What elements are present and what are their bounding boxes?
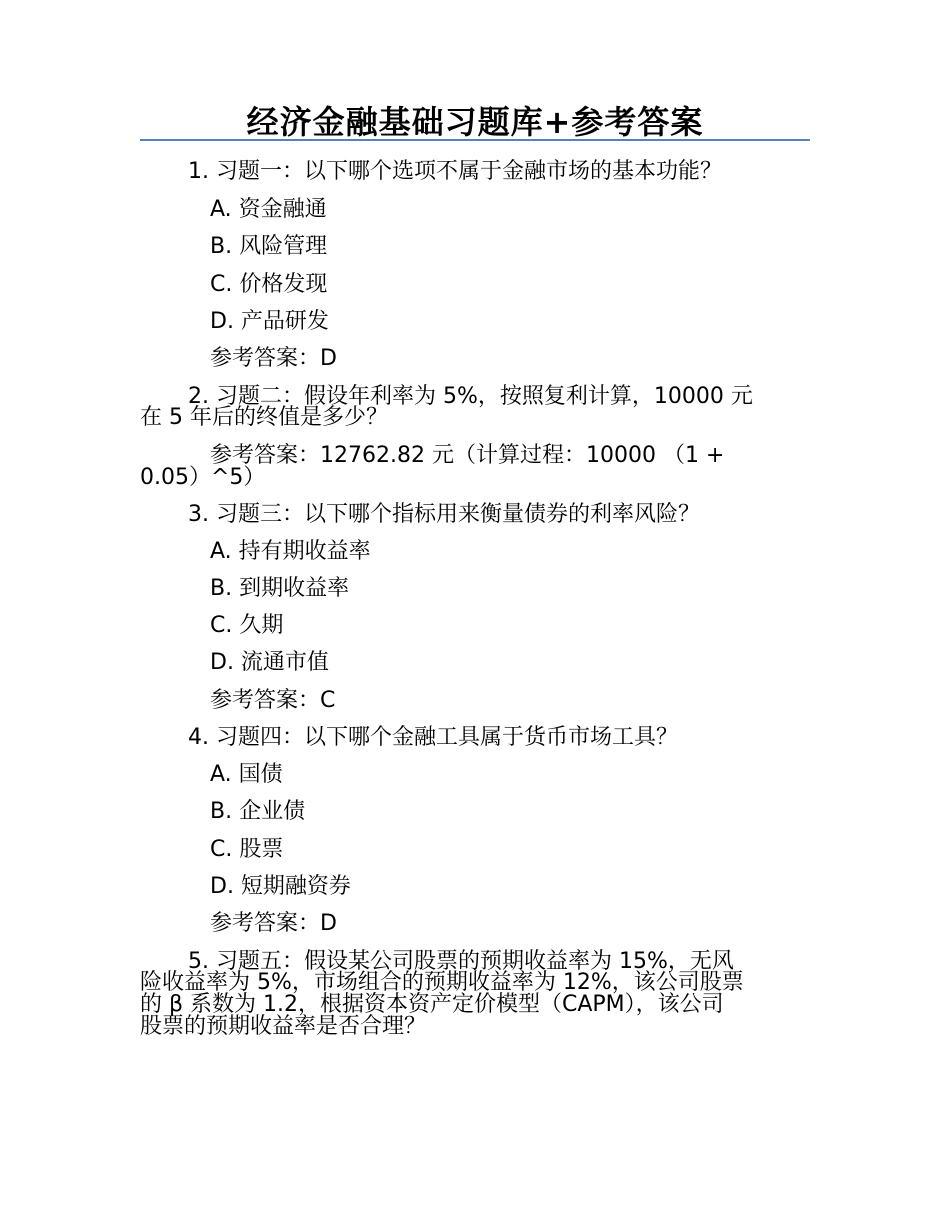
question-1-answer: 参考答案：D [210, 346, 337, 371]
question-3-option-c: C. 久期 [210, 613, 284, 638]
question-3-option-a: A. 持有期收益率 [210, 539, 371, 564]
question-4-stem: 4. 习题四：以下哪个金融工具属于货币市场工具？ [188, 725, 678, 750]
document-title: 经济金融基础习题库+参考答案 [246, 103, 704, 141]
title-underline [140, 139, 810, 141]
question-2-stem-line-2: 在 5 年后的终值是多少？ [140, 405, 388, 430]
question-5-stem-line-4: 股票的预期收益率是否合理？ [140, 1014, 427, 1039]
question-4-option-a: A. 国债 [210, 762, 283, 787]
question-4-option-d: D. 短期融资券 [210, 874, 351, 899]
question-1-option-a: A. 资金融通 [210, 197, 327, 222]
question-1-option-d: D. 产品研发 [210, 309, 329, 334]
question-3-option-b: B. 到期收益率 [210, 576, 350, 601]
question-3-stem: 3. 习题三：以下哪个指标用来衡量债券的利率风险？ [188, 502, 700, 527]
question-1-stem: 1. 习题一：以下哪个选项不属于金融市场的基本功能？ [188, 159, 722, 184]
question-2-answer-line-1: 参考答案：12762.82 元（计算过程：10000 （1 + [210, 443, 725, 468]
question-5-stem-line-1: 5. 习题五：假设某公司股票的预期收益率为 15%，无风 [188, 949, 734, 974]
question-3-option-d: D. 流通市值 [210, 650, 329, 675]
question-4-answer: 参考答案：D [210, 911, 337, 936]
question-2-answer-line-2: 0.05）^5） [140, 465, 266, 490]
question-1-option-c: C. 价格发现 [210, 272, 328, 297]
question-2-stem-line-1: 2. 习题二：假设年利率为 5%，按照复利计算，10000 元 [188, 384, 753, 409]
question-4-option-b: B. 企业债 [210, 799, 306, 824]
question-5-stem-line-2: 险收益率为 5%，市场组合的预期收益率为 12%，该公司股票 [140, 970, 744, 995]
question-5-stem-line-3: 的 β 系数为 1.2，根据资本资产定价模型（CAPM），该公司 [140, 992, 724, 1017]
question-4-option-c: C. 股票 [210, 837, 284, 862]
question-3-answer: 参考答案：C [210, 688, 336, 713]
question-1-option-b: B. 风险管理 [210, 234, 328, 259]
